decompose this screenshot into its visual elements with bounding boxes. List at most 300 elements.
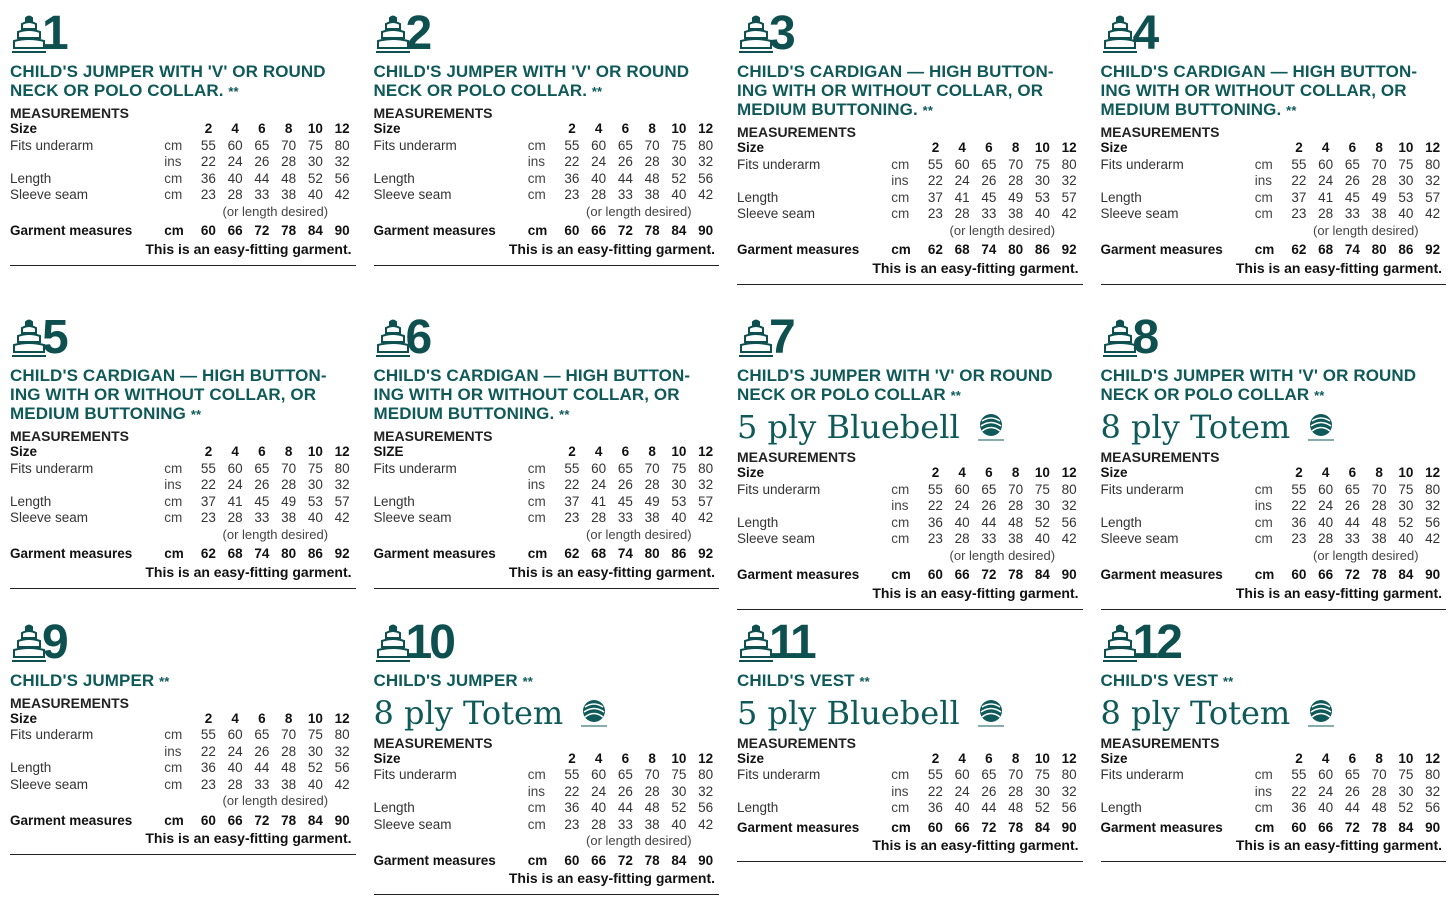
difficulty-stars: ** xyxy=(859,673,870,689)
measurement-value: 28 xyxy=(591,816,607,832)
garment-value: 66 xyxy=(227,812,243,828)
size-value: 6 xyxy=(1348,750,1357,766)
measurement-value: 70 xyxy=(281,727,297,743)
measurement-value: 36 xyxy=(200,170,216,186)
measurement-value: 70 xyxy=(644,460,660,476)
spacer xyxy=(1101,548,1255,565)
garment-value: 86 xyxy=(1398,242,1414,257)
measurement-unit: cm xyxy=(1254,800,1273,816)
measurement-value: 49 xyxy=(1371,189,1387,205)
measurement-unit: cm xyxy=(891,800,910,816)
measurement-value: 70 xyxy=(1008,767,1024,783)
measurement-value: 42 xyxy=(334,510,350,526)
size-value: 12 xyxy=(1425,140,1441,155)
size-value: 4 xyxy=(958,750,966,766)
spacer xyxy=(164,793,195,810)
garment-value: 72 xyxy=(981,819,997,835)
size-label: SIZE xyxy=(373,444,404,460)
length-note: (or length desired) xyxy=(586,833,692,849)
measurement-value: 28 xyxy=(281,154,297,169)
measurement-value: 28 xyxy=(591,187,607,202)
measurement-value: 80 xyxy=(698,137,714,153)
measurement-value: 60 xyxy=(591,137,607,153)
measurement-label xyxy=(737,173,891,190)
measurement-value: 56 xyxy=(1061,800,1077,816)
measurement-value: 30 xyxy=(1398,498,1414,514)
measurement-value: 26 xyxy=(981,173,997,188)
note-row xyxy=(10,793,356,810)
garment-label: Garment measures xyxy=(1100,819,1223,835)
garment-row xyxy=(10,810,356,830)
measurement-row xyxy=(1101,190,1447,207)
size-value: 12 xyxy=(334,444,350,460)
measurements-table xyxy=(737,140,1083,259)
measurement-value: 44 xyxy=(617,800,633,816)
measurements-heading: MEASUREMENTS xyxy=(10,428,130,445)
measurement-value: 32 xyxy=(698,783,714,799)
garment-value: 84 xyxy=(1398,567,1414,583)
divider xyxy=(737,609,1083,610)
measurement-value: 80 xyxy=(1061,767,1077,783)
measurements-table xyxy=(1101,140,1447,259)
size-row xyxy=(737,465,1083,482)
measurement-value: 75 xyxy=(1398,767,1414,783)
garment-label: Garment measures xyxy=(10,812,133,828)
measurement-value: 60 xyxy=(1318,156,1334,172)
measurement-row xyxy=(10,171,356,188)
measurement-label: Sleeve seam xyxy=(373,510,452,526)
garment-value: 60 xyxy=(200,223,216,238)
length-note: (or length desired) xyxy=(1313,222,1419,238)
size-value: 4 xyxy=(1321,465,1330,481)
size-value: 2 xyxy=(1295,140,1303,155)
measurement-value: 60 xyxy=(1318,767,1334,783)
easy-fit-note: This is an easy-fitting garment. xyxy=(1235,259,1442,276)
measurement-label: Sleeve seam xyxy=(10,187,89,202)
measurement-value: 53 xyxy=(1034,189,1050,205)
size-row xyxy=(10,444,356,461)
measurement-value: 65 xyxy=(1344,481,1360,497)
difficulty-stars: ** xyxy=(1314,388,1325,404)
measurement-value: 55 xyxy=(1291,767,1307,783)
measurement-value: 40 xyxy=(671,187,687,202)
easy-fit-note: This is an easy-fitting garment. xyxy=(145,240,352,257)
measurement-value: 52 xyxy=(1398,800,1414,816)
garment-value: 78 xyxy=(644,852,660,868)
spacer xyxy=(737,223,891,240)
measurement-value: 40 xyxy=(1398,206,1414,221)
measurement-unit: cm xyxy=(164,776,183,792)
measurement-row xyxy=(10,744,356,761)
measurement-value: 55 xyxy=(200,460,216,476)
garment-label: Garment measures xyxy=(1100,242,1223,257)
measurement-value: 40 xyxy=(227,170,243,186)
garment-value: 80 xyxy=(644,546,660,562)
measurement-value: 28 xyxy=(227,776,243,792)
measurement-value: 53 xyxy=(307,493,323,509)
measurement-value: 75 xyxy=(1034,156,1050,172)
garment-value: 66 xyxy=(591,852,607,868)
size-value: 12 xyxy=(698,121,714,136)
measurement-label: Fits underarm xyxy=(737,767,821,783)
measurement-value: 80 xyxy=(1061,481,1077,497)
easy-fit-note: This is an easy-fitting garment. xyxy=(872,259,1079,276)
measurement-value: 32 xyxy=(1425,173,1441,188)
length-note: (or length desired) xyxy=(222,203,329,219)
size-value: 6 xyxy=(985,465,993,481)
size-value: 12 xyxy=(1061,465,1077,481)
size-value: 12 xyxy=(1061,750,1077,766)
measurement-value: 45 xyxy=(254,493,270,509)
measurement-row xyxy=(374,461,720,478)
measurement-label xyxy=(1101,498,1255,515)
measurement-row xyxy=(10,138,356,155)
divider xyxy=(10,265,356,266)
pattern-number: 6 xyxy=(405,311,430,365)
size-value: 12 xyxy=(1425,750,1441,766)
pattern-number: 8 xyxy=(1132,311,1157,365)
measurement-value: 22 xyxy=(564,783,580,799)
pattern-number: 10 xyxy=(405,615,453,669)
garment-label: Garment measures xyxy=(373,546,496,562)
size-value: 2 xyxy=(568,750,576,766)
measurement-value: 33 xyxy=(254,776,270,792)
wool-ball-icon xyxy=(974,411,1008,443)
divider xyxy=(1101,284,1447,285)
size-value: 8 xyxy=(1375,465,1383,481)
size-value: 6 xyxy=(621,750,630,766)
unit-cell xyxy=(1255,465,1286,482)
measurement-value: 23 xyxy=(564,510,580,526)
size-value: 12 xyxy=(1425,465,1441,481)
garment-label: Garment measures xyxy=(10,546,133,562)
garment-value: 90 xyxy=(1061,819,1077,835)
measurement-value: 42 xyxy=(698,187,714,202)
measurement-value: 33 xyxy=(617,187,633,202)
measurement-unit: cm xyxy=(164,187,183,202)
measurement-value: 24 xyxy=(954,173,970,188)
difficulty-stars: ** xyxy=(559,407,570,423)
measurement-value: 38 xyxy=(1371,531,1387,547)
yarn-name: 8 ply Totem xyxy=(1100,408,1291,447)
measurement-row xyxy=(1101,800,1447,817)
measurement-value: 28 xyxy=(281,743,297,759)
size-value: 10 xyxy=(671,121,687,136)
garment-value: 62 xyxy=(564,546,580,562)
measurement-row xyxy=(1101,784,1447,801)
divider xyxy=(10,854,356,855)
measurement-value: 33 xyxy=(1344,206,1360,221)
garment-value: 68 xyxy=(227,546,243,562)
size-value: 4 xyxy=(958,465,966,481)
unit-cell xyxy=(891,751,922,768)
pattern-number: 7 xyxy=(769,311,793,365)
measurement-value: 48 xyxy=(1008,800,1024,816)
measurement-value: 36 xyxy=(927,514,943,530)
measurement-value: 55 xyxy=(564,460,580,476)
easy-fit-note: This is an easy-fitting garment. xyxy=(1235,837,1442,854)
garment-value: 72 xyxy=(617,852,633,868)
measurement-value: 32 xyxy=(1061,783,1077,799)
measurement-row xyxy=(10,494,356,511)
pattern-title: CHILD'S CARDIGAN — HIGH BUTTON-ING WITH OR WITHOUT COLLAR, OR MEDIUM BUTTONING ** xyxy=(10,366,327,424)
measurement-row xyxy=(374,494,720,511)
garment-value: 92 xyxy=(1425,242,1441,257)
size-row xyxy=(737,140,1083,157)
garment-value: 72 xyxy=(1344,819,1360,835)
measurement-value: 23 xyxy=(564,187,580,202)
measurement-unit: ins xyxy=(891,498,909,514)
garment-value: 80 xyxy=(1371,242,1387,257)
measurement-row xyxy=(10,187,356,204)
garment-value: 86 xyxy=(671,546,687,562)
measurement-value: 80 xyxy=(1425,767,1441,783)
measurement-value: 32 xyxy=(334,477,350,493)
measurement-value: 55 xyxy=(564,767,580,783)
measurement-value: 30 xyxy=(307,743,323,759)
measurement-value: 22 xyxy=(927,173,943,188)
measurement-value: 75 xyxy=(307,137,323,153)
measurement-label xyxy=(10,744,164,761)
measurement-unit: ins xyxy=(527,477,545,493)
easy-fit-note: This is an easy-fitting garment. xyxy=(872,837,1079,854)
measurement-label: Fits underarm xyxy=(737,156,821,172)
garment-value: 60 xyxy=(927,819,943,835)
size-value: 10 xyxy=(1398,750,1414,766)
measurement-value: 40 xyxy=(591,170,607,186)
measurement-value: 60 xyxy=(227,137,243,153)
garment-value: 84 xyxy=(1398,819,1414,835)
measurement-value: 23 xyxy=(927,531,943,547)
measurement-value: 28 xyxy=(591,510,607,526)
measurement-value: 36 xyxy=(564,800,580,816)
measurement-value: 45 xyxy=(617,493,633,509)
easy-fit-note: This is an easy-fitting garment. xyxy=(145,563,352,580)
size-value: 12 xyxy=(1061,140,1077,155)
measurement-unit: cm xyxy=(527,493,546,509)
measurement-value: 80 xyxy=(1425,481,1441,497)
measurement-value: 26 xyxy=(254,743,270,759)
measurement-value: 45 xyxy=(1344,189,1360,205)
measurement-value: 28 xyxy=(644,477,660,493)
size-value: 10 xyxy=(1034,465,1050,481)
measurement-unit: cm xyxy=(1254,206,1273,221)
measurement-unit: ins xyxy=(164,743,182,759)
garment-value: 80 xyxy=(1008,242,1024,257)
measurement-unit: cm xyxy=(1254,481,1273,497)
measurement-value: 42 xyxy=(1425,531,1441,547)
measurements-table xyxy=(737,465,1083,584)
pattern-badge xyxy=(737,310,1083,365)
garment-value: 90 xyxy=(1425,819,1441,835)
garment-unit: cm xyxy=(891,567,911,583)
pattern-panel-2 xyxy=(374,6,720,310)
measurement-value: 55 xyxy=(1291,481,1307,497)
note-row xyxy=(10,527,356,544)
measurement-value: 40 xyxy=(307,776,323,792)
measurements-table xyxy=(374,121,720,240)
measurement-value: 40 xyxy=(954,800,970,816)
measurement-row xyxy=(737,531,1083,548)
measurement-value: 75 xyxy=(1398,481,1414,497)
wool-ball-icon xyxy=(1304,411,1338,443)
measurement-value: 40 xyxy=(307,510,323,526)
measurement-value: 23 xyxy=(1291,531,1307,547)
size-value: 4 xyxy=(594,121,603,136)
garment-row xyxy=(1101,239,1447,259)
measurement-value: 28 xyxy=(281,477,297,493)
measurement-value: 30 xyxy=(307,154,323,169)
size-row xyxy=(10,121,356,138)
garment-value: 80 xyxy=(281,546,297,562)
measurement-value: 23 xyxy=(200,187,216,202)
measurement-label xyxy=(1101,173,1255,190)
length-note: (or length desired) xyxy=(222,793,329,809)
measurement-value: 65 xyxy=(981,156,997,172)
measurement-value: 65 xyxy=(254,727,270,743)
garment-label: Garment measures xyxy=(373,223,496,238)
size-value: 4 xyxy=(594,750,603,766)
measurement-unit: cm xyxy=(891,206,910,221)
measurement-value: 52 xyxy=(1034,800,1050,816)
measurement-label: Sleeve seam xyxy=(1100,206,1179,221)
garment-value: 92 xyxy=(1061,242,1077,257)
length-note: (or length desired) xyxy=(949,222,1056,238)
size-value: 2 xyxy=(931,140,940,155)
pattern-number: 4 xyxy=(1132,7,1157,60)
measurement-value: 28 xyxy=(1008,173,1024,188)
measurement-value: 28 xyxy=(1008,498,1024,514)
measurement-value: 44 xyxy=(981,800,997,816)
garment-unit: cm xyxy=(891,819,911,835)
size-value: 10 xyxy=(307,444,323,460)
garment-value: 90 xyxy=(698,223,714,238)
pattern-badge xyxy=(1101,310,1447,365)
size-value: 6 xyxy=(258,710,266,726)
measurement-value: 26 xyxy=(254,477,270,493)
measurement-label: Length xyxy=(1100,514,1142,530)
garment-row xyxy=(1101,564,1447,584)
measurement-value: 32 xyxy=(1061,498,1077,514)
measurement-value: 33 xyxy=(1344,531,1360,547)
size-row xyxy=(374,751,720,768)
measurement-unit: cm xyxy=(164,493,183,509)
measurement-value: 65 xyxy=(1344,156,1360,172)
measurement-value: 70 xyxy=(281,460,297,476)
measurement-unit: ins xyxy=(527,154,545,169)
measurement-label: Sleeve seam xyxy=(10,776,89,792)
measurement-value: 28 xyxy=(1371,173,1387,188)
size-value: 10 xyxy=(1398,140,1414,155)
garment-label: Garment measures xyxy=(1100,567,1223,583)
length-note: (or length desired) xyxy=(586,526,692,542)
measurement-unit: cm xyxy=(1254,156,1273,172)
measurements-heading: MEASUREMENTS xyxy=(373,428,493,445)
measurement-label: Length xyxy=(373,170,415,186)
measurement-value: 22 xyxy=(927,498,943,514)
size-value: 8 xyxy=(1011,140,1020,155)
measurement-value: 44 xyxy=(1344,800,1360,816)
measurements-table xyxy=(10,121,356,240)
size-value: 6 xyxy=(621,121,630,136)
measurement-value: 32 xyxy=(1425,783,1441,799)
garment-value: 74 xyxy=(981,242,997,257)
measurement-unit: cm xyxy=(891,156,910,172)
measurement-value: 42 xyxy=(334,187,350,202)
difficulty-stars: ** xyxy=(522,673,533,689)
spacer xyxy=(528,833,559,850)
garment-label: Garment measures xyxy=(737,819,860,835)
measurement-value: 65 xyxy=(981,481,997,497)
measurement-value: 52 xyxy=(671,800,687,816)
measurement-label xyxy=(374,784,528,801)
spacer xyxy=(374,833,528,850)
measurement-value: 36 xyxy=(200,760,216,776)
measurement-value: 26 xyxy=(1344,173,1360,188)
pattern-number: 1 xyxy=(42,7,66,60)
garment-label: Garment measures xyxy=(737,242,860,257)
pattern-panel-7 xyxy=(737,310,1083,614)
note-row xyxy=(10,204,356,221)
measurement-value: 60 xyxy=(591,767,607,783)
measurement-row xyxy=(374,138,720,155)
measurement-value: 22 xyxy=(564,154,580,169)
garment-row xyxy=(374,543,720,563)
spacer xyxy=(1255,223,1286,240)
yarn-name: 5 ply Bluebell xyxy=(737,408,960,447)
pattern-panel-3 xyxy=(737,6,1083,310)
measurement-row xyxy=(374,767,720,784)
measurement-value: 65 xyxy=(617,767,633,783)
pattern-number: 9 xyxy=(42,615,66,669)
spacer xyxy=(528,527,559,544)
garment-value: 86 xyxy=(307,546,323,562)
difficulty-stars: ** xyxy=(1222,673,1234,689)
size-row xyxy=(737,751,1083,768)
garment-value: 74 xyxy=(254,546,270,562)
unit-cell xyxy=(164,121,195,138)
measurement-value: 38 xyxy=(281,776,297,792)
measurement-value: 22 xyxy=(1291,498,1307,514)
measurement-value: 38 xyxy=(281,510,297,526)
spacer xyxy=(737,548,891,565)
yarn-line xyxy=(374,695,720,731)
pattern-panel-1 xyxy=(10,6,356,310)
measurement-value: 57 xyxy=(1061,189,1077,205)
garment-value: 62 xyxy=(927,242,943,257)
measurement-row xyxy=(1101,767,1447,784)
pattern-badge xyxy=(1101,615,1447,669)
measurement-value: 33 xyxy=(981,206,997,221)
garment-value: 68 xyxy=(591,546,607,562)
measurement-value: 41 xyxy=(227,493,243,509)
measurement-value: 28 xyxy=(644,783,660,799)
measurement-value: 57 xyxy=(698,493,714,509)
measurement-unit: cm xyxy=(527,187,546,202)
size-value: 8 xyxy=(284,444,293,460)
measurement-label: Fits underarm xyxy=(373,767,457,783)
yarn-name: 5 ply Bluebell xyxy=(737,693,960,732)
measurement-value: 75 xyxy=(1034,767,1050,783)
unit-cell xyxy=(164,444,195,461)
garment-value: 84 xyxy=(671,223,687,238)
measurement-value: 22 xyxy=(200,477,216,493)
measurement-value: 24 xyxy=(591,154,607,169)
size-value: 8 xyxy=(648,750,656,766)
measurement-row xyxy=(10,461,356,478)
measurement-value: 24 xyxy=(591,477,607,493)
pattern-badge xyxy=(737,6,1083,60)
